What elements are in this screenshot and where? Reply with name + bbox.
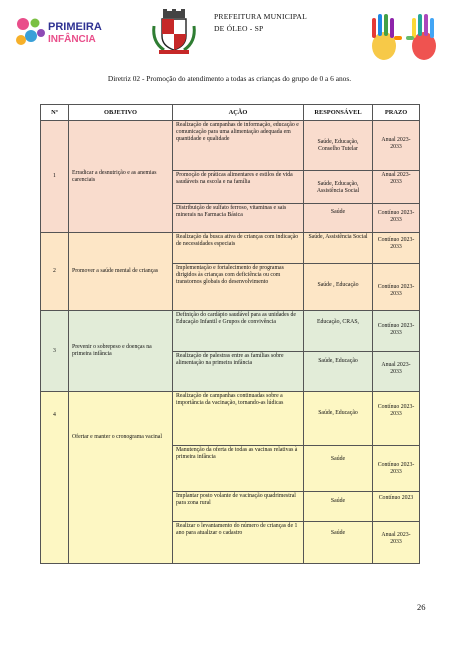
row-number: 1 [41, 121, 69, 233]
page-header [0, 0, 459, 62]
responsible-cell: Saúde, Assistência Social [304, 233, 373, 264]
action-cell: Promoção de práticas alimentares e estilos de vida saudáveis na escola e na família [173, 171, 304, 204]
deadline-cell: Anual 2023-2033 [373, 171, 420, 204]
responsible-cell: Saúde [304, 492, 373, 522]
action-cell: Manutenção da oferta de todas as vacinas relativas à primeira infância [173, 446, 304, 492]
col-header-deadline: PRAZO [373, 105, 420, 121]
responsible-cell: Saúde [304, 522, 373, 564]
action-cell: Realização de palestras entre as famílias sobre alimentação na primeira infância [173, 352, 304, 392]
action-cell: Realizar o levantamento do número de crianças de 1 ano para atualizar o cadastro [173, 522, 304, 564]
deadline-cell: Anual 2023-2033 [373, 352, 420, 392]
action-cell: Distribuição de sulfato ferroso, vitaminas e sais minerais na Farmacia Básica [173, 204, 304, 233]
deadline-cell: Contínuo 2023-2033 [373, 264, 420, 311]
painted-hands-image [362, 8, 448, 64]
action-cell: Realização da busca ativa de crianças com indicação de necessidades especiais [173, 233, 304, 264]
row-number: 2 [41, 233, 69, 311]
table-row [41, 121, 420, 171]
header-title [214, 11, 307, 35]
deadline-cell: Contínuo 2023-2033 [373, 446, 420, 492]
header-line2: DE ÓLEO - SP [214, 24, 264, 33]
table-row [41, 392, 420, 446]
col-header-responsible: RESPONSÁVEL [304, 105, 373, 121]
deadline-cell: Contínuo 2023-2033 [373, 204, 420, 233]
col-header-objective: OBJETIVO [69, 105, 173, 121]
objective-cell: Promover a saúde mental de crianças [69, 233, 173, 311]
responsible-cell: Saúde, Educação [304, 392, 373, 446]
action-cell: Realização de campanhas continuadas sobre a importância da vacinação, tornando-as lúdicas [173, 392, 304, 446]
header-line1: PREFEITURA MUNICIPAL [214, 12, 307, 21]
deadline-cell: Anual 2023-2033 [373, 522, 420, 564]
subtitle: Diretriz 02 - Promoção do atendimento a todas as crianças do grupo de 0 a 6 anos. [107, 74, 352, 83]
table-row [41, 233, 420, 264]
action-cell: Definição do cardápio saudável para as unidades de Educação Infantil e Grupos de convivência [173, 311, 304, 352]
municipal-crest-icon [150, 8, 198, 56]
action-cell: Implantar posto volante de vacinação quadrimestral para zona rural [173, 492, 304, 522]
page-number: 26 [417, 602, 426, 612]
responsible-cell: Saúde, Educação, Conselho Tutelar [304, 121, 373, 171]
logo-line1: PRIMEIRA [48, 21, 102, 33]
col-header-action: AÇÃO [173, 105, 304, 121]
action-cell: Implementação e fortalecimento de programas dirigidos às crianças com deficiência ou com transtornos globais do desenvolvimento [173, 264, 304, 311]
primeira-infancia-logo [14, 14, 124, 48]
responsible-cell: Saúde, Educação, Assistência Social [304, 171, 373, 204]
deadline-cell: Contínuo 2023-2033 [373, 311, 420, 352]
logo-line2: INFÂNCIA [48, 34, 96, 45]
row-number: 3 [41, 311, 69, 392]
deadline-cell: Contínuo 2023-2033 [373, 392, 420, 446]
deadline-cell: Contínuo 2023-2033 [373, 233, 420, 264]
deadline-cell: Anual 2023-2033 [373, 121, 420, 171]
responsible-cell: Educação, CRAS, [304, 311, 373, 352]
objective-cell: Prevenir o sobrepeso e doenças na primeira infância [69, 311, 173, 392]
objective-cell: Erradicar a desnutrição e as anemias carenciais [69, 121, 173, 233]
table-row [41, 311, 420, 352]
row-number: 4 [41, 392, 69, 564]
responsible-cell: Saúde , Educação [304, 264, 373, 311]
action-plan-table [40, 104, 420, 564]
table-header-row [41, 105, 420, 121]
deadline-cell: Contínuo 2023 [373, 492, 420, 522]
responsible-cell: Saúde [304, 446, 373, 492]
col-header-num: Nº [41, 105, 69, 121]
action-cell: Realização de campanhas de informação, educação e comunicação para uma alimentação adequada em quantidade e qualidade [173, 121, 304, 171]
responsible-cell: Saúde [304, 204, 373, 233]
responsible-cell: Saúde, Educação [304, 352, 373, 392]
objective-cell: Ofertar e manter o cronograma vacinal [69, 392, 173, 564]
